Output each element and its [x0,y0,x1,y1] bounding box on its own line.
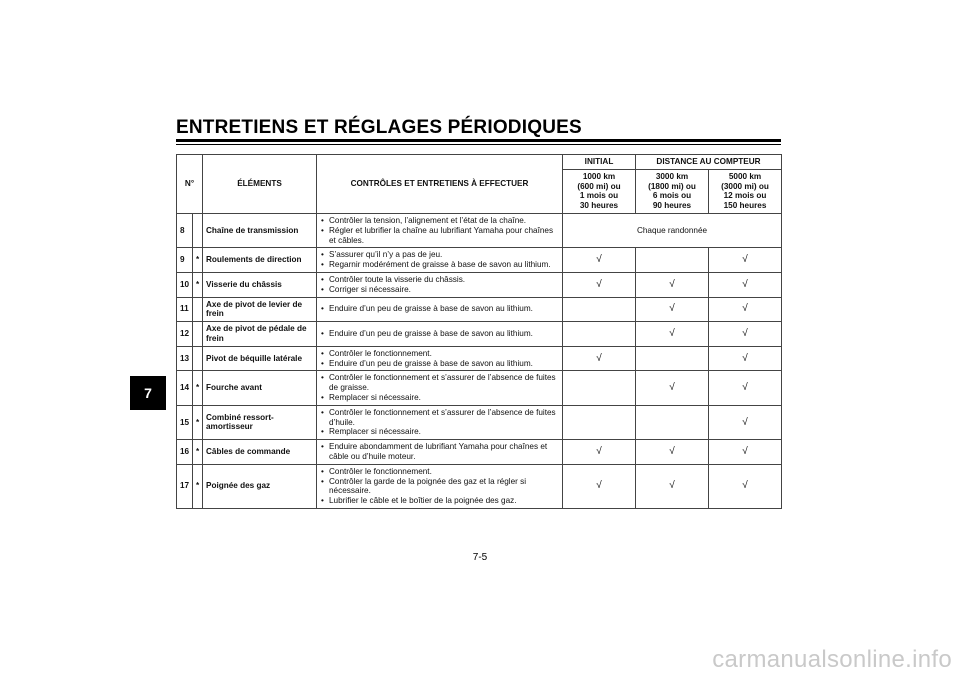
row-number: 15 [177,405,193,439]
table-row [177,322,782,347]
interval-line: 30 heures [579,201,619,211]
row-star: * [193,272,203,297]
row-star [193,346,203,371]
check-mark: √ [709,440,782,465]
check-mark [636,346,709,371]
interval-line: 90 heures [652,201,692,211]
row-item: Combiné ressort-amortisseur [203,405,317,439]
row-star: * [193,464,203,508]
table-row [177,297,782,322]
row-number: 13 [177,346,193,371]
row-number: 16 [177,440,193,465]
row-number: 11 [177,297,193,322]
check-bullet: • Contrôler le fonctionnement. [320,349,559,359]
table-row [177,272,782,297]
row-checks [317,371,563,405]
row-checks [317,440,563,465]
row-span-note: Chaque randonnée [563,213,782,247]
col-header-initial: INITIAL [563,155,636,170]
row-checks [317,322,563,347]
table-row [177,248,782,273]
row-item: Poignée des gaz [203,464,317,508]
check-mark: √ [636,464,709,508]
row-item: Câbles de commande [203,440,317,465]
table-row [177,213,782,247]
check-bullet: • Contrôler la tension, l’alignement et l’état de la chaîne. [320,216,559,226]
watermark: carmanualsonline.info [712,646,952,673]
check-bullet: • Contrôler toute la visserie du châssis. [320,275,559,285]
check-bullet: • S’assurer qu’il n’y a pas de jeu. [320,250,559,260]
check-bullet: • Corriger si nécessaire. [320,285,559,295]
col-header-items: ÉLÉMENTS [203,155,317,214]
row-checks [317,405,563,439]
row-item: Visserie du châssis [203,272,317,297]
row-item: Axe de pivot de pédale de frein [203,322,317,347]
row-number: 8 [177,213,193,247]
row-checks [317,272,563,297]
check-bullet: • Contrôler le fonctionnement et s’assurer de l’absence de fuites de graisse. [320,373,559,393]
check-mark [563,371,636,405]
table-row [177,346,782,371]
table-row [177,405,782,439]
header-row-1 [177,155,782,170]
row-star: * [193,248,203,273]
row-star: * [193,371,203,405]
check-mark: √ [636,371,709,405]
row-star: * [193,405,203,439]
interval-line: (1800 mi) ou [648,181,696,191]
check-bullet: • Régler et lubrifier la chaîne au lubrifiant Yamaha pour chaînes et câbles. [320,226,559,246]
check-bullet: • Enduire d’un peu de graisse à base de savon au lithium. [320,329,559,339]
check-bullet: • Contrôler la garde de la poignée des gaz et la régler si nécessaire. [320,477,559,497]
maintenance-table [176,154,782,509]
title-rule-thick [176,139,781,142]
row-star [193,297,203,322]
row-item: Axe de pivot de levier de frein [203,297,317,322]
row-number: 12 [177,322,193,347]
col-header-checks: CONTRÔLES ET ENTRETIENS À EFFECTUER [317,155,563,214]
row-item: Fourche avant [203,371,317,405]
row-checks [317,213,563,247]
page-title: ENTRETIENS ET RÉGLAGES PÉRIODIQUES [176,117,582,138]
interval-line: (600 mi) ou [577,181,621,191]
check-mark [636,405,709,439]
check-bullet: • Lubrifier le câble et le boîtier de la poignée des gaz. [320,496,559,506]
interval-line: 1 mois ou [579,191,619,201]
row-item: Chaîne de transmission [203,213,317,247]
check-mark [563,297,636,322]
check-bullet: • Enduire d’un peu de graisse à base de savon au lithium. [320,359,559,369]
row-checks [317,464,563,508]
col-header-num: N° [177,155,203,214]
interval-line: 6 mois ou [652,191,692,201]
row-star [193,213,203,247]
check-bullet: • Contrôler le fonctionnement et s’assurer de l’absence de fuites d’huile. [320,408,559,428]
check-mark: √ [709,322,782,347]
col-header-odometer: DISTANCE AU COMPTEUR [636,155,782,170]
row-number: 10 [177,272,193,297]
interval-line: (3000 mi) ou [721,181,769,191]
check-bullet: • Enduire d’un peu de graisse à base de savon au lithium. [320,304,559,314]
interval-header [563,169,636,213]
row-star [193,322,203,347]
check-mark: √ [563,248,636,273]
interval-line: 3000 km [655,171,689,181]
check-mark: √ [563,346,636,371]
interval-line: 12 mois ou [723,191,767,201]
check-mark: √ [636,272,709,297]
check-mark: √ [709,248,782,273]
check-mark [563,322,636,347]
check-mark: √ [563,272,636,297]
row-item: Roulements de direction [203,248,317,273]
check-mark: √ [636,440,709,465]
row-number: 14 [177,371,193,405]
check-mark: √ [709,464,782,508]
check-mark [563,405,636,439]
title-rule-thin [176,144,781,145]
interval-line: 5000 km [728,171,762,181]
check-bullet: • Remplacer si nécessaire. [320,427,559,437]
table-row [177,440,782,465]
row-checks [317,297,563,322]
row-item: Pivot de béquille latérale [203,346,317,371]
check-mark: √ [709,405,782,439]
check-bullet: • Contrôler le fonctionnement. [320,467,559,477]
check-mark: √ [709,297,782,322]
check-bullet: • Regarnir modérément de graisse à base de savon au lithium. [320,260,559,270]
interval-line: 150 heures [723,201,767,211]
row-number: 9 [177,248,193,273]
check-mark: √ [563,464,636,508]
check-mark: √ [709,272,782,297]
check-mark [636,248,709,273]
row-checks [317,346,563,371]
row-star: * [193,440,203,465]
interval-header [709,169,782,213]
check-mark: √ [709,346,782,371]
interval-line: 1000 km [582,171,616,181]
check-mark: √ [636,297,709,322]
page-number: 7-5 [472,552,488,563]
check-mark: √ [636,322,709,347]
table-row [177,371,782,405]
check-mark: √ [709,371,782,405]
check-bullet: • Remplacer si nécessaire. [320,393,559,403]
row-checks [317,248,563,273]
check-mark: √ [563,440,636,465]
check-bullet: • Enduire abondamment de lubrifiant Yamaha pour chaînes et câble ou d’huile moteur. [320,442,559,462]
row-number: 17 [177,464,193,508]
chapter-tab: 7 [130,376,166,410]
interval-header [636,169,709,213]
table-row [177,464,782,508]
